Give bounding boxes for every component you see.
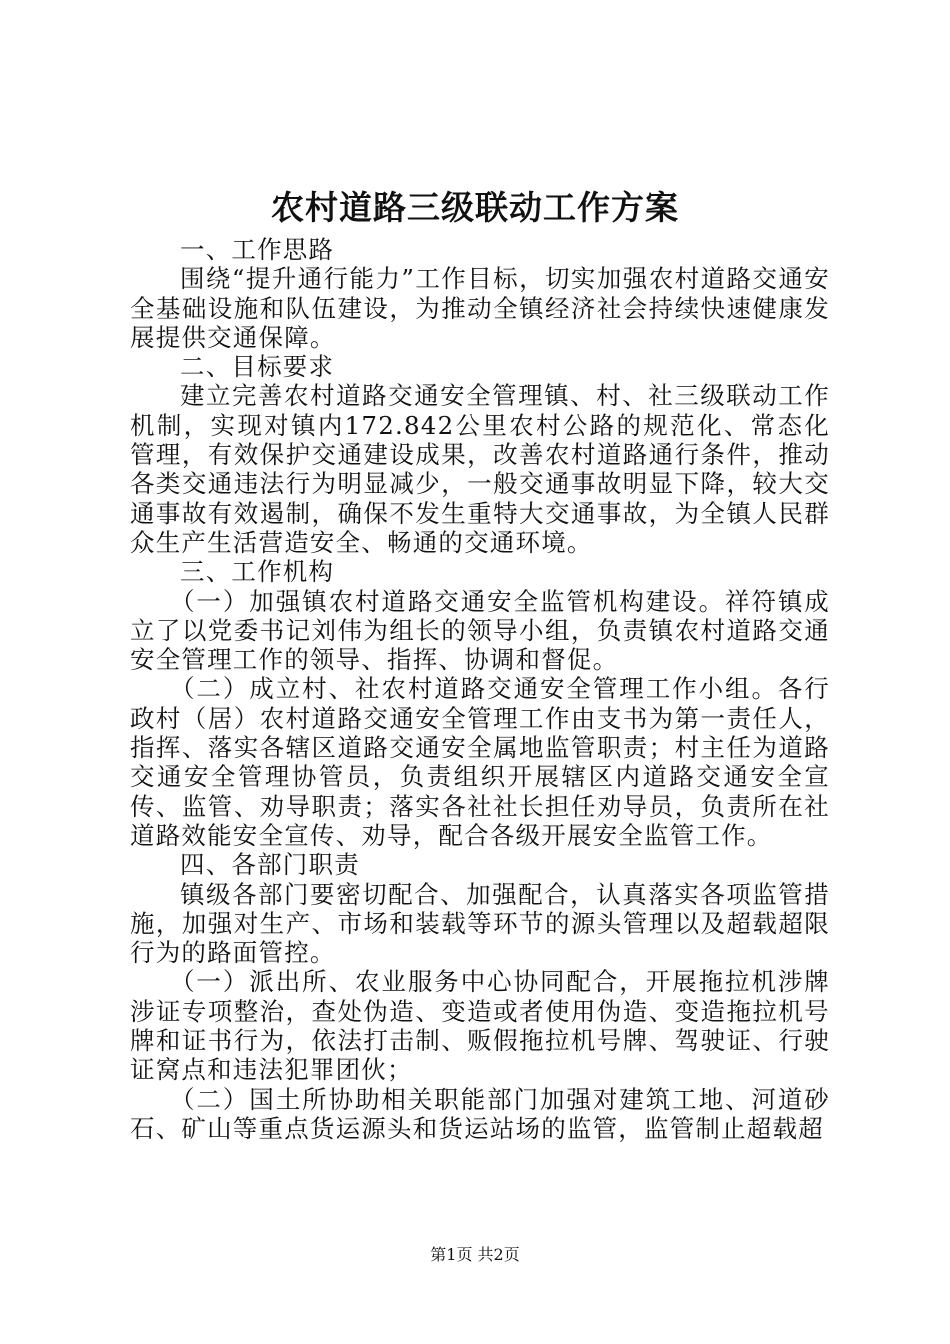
section-heading-2: 二、目标要求: [180, 352, 335, 382]
paragraph: 围绕“提升通行能力”工作目标，切实加强农村道路交通安全基础设施和队伍建设，为推动全镇经济社会持续快速健康发展提供交通保障。: [130, 264, 830, 352]
section-heading-4: 四、各部门职责: [180, 850, 360, 880]
paragraph: （二）国土所协助相关职能部门加强对建筑工地、河道砂石、矿山等重点货运源头和货运站场的监管，监管制止超载超: [130, 1084, 830, 1143]
paragraph: 建立完善农村道路交通安全管理镇、村、社三级联动工作机制，实现对镇内172.842公里农村公路的规范化、常态化管理，有效保护交通建设成果，改善农村道路通行条件，推动各类交通违法行为明显减少，一般交通事故明显下降，较大交通事故有效遏制，确保不发生重特大交通事故，为全镇人民群众生产生活营造安全、畅通的交通环境。: [130, 381, 830, 557]
paragraph: （二）成立村、社农村道路交通安全管理工作小组。各行政村（居）农村道路交通安全管理工作由支书为第一责任人，指挥、落实各辖区道路交通安全属地监管职责；村主任为道路交通安全管理协管员，负责组织开展辖区内道路交通安全宣传、监管、劝导职责；落实各社社长担任劝导员，负责所在社道路效能安全宣传、劝导，配合各级开展安全监管工作。: [130, 674, 830, 850]
section-heading-1: 一、工作思路: [180, 235, 335, 264]
section-heading-3: 三、工作机构: [180, 557, 335, 587]
page-number-footer: 第1页 共2页: [430, 1245, 520, 1264]
document-body: [130, 235, 830, 1143]
paragraph: （一）派出所、农业服务中心协同配合，开展拖拉机涉牌涉证专项整治，查处伪造、变造或者使用伪造、变造拖拉机号牌和证书行为，依法打击制、贩假拖拉机号牌、驾驶证、行驶证窝点和违法犯罪团伙；: [130, 967, 830, 1085]
paragraph: 镇级各部门要密切配合、加强配合，认真落实各项监管措施，加强对生产、市场和装载等环节的源头管理以及超载超限行为的路面管控。: [130, 879, 830, 968]
document-title: 农村道路三级联动工作方案: [271, 188, 679, 227]
paragraph: （一）加强镇农村道路交通安全监管机构建设。祥符镇成立了以党委书记刘伟为组长的领导小组，负责镇农村道路交通安全管理工作的领导、指挥、协调和督促。: [130, 586, 830, 675]
